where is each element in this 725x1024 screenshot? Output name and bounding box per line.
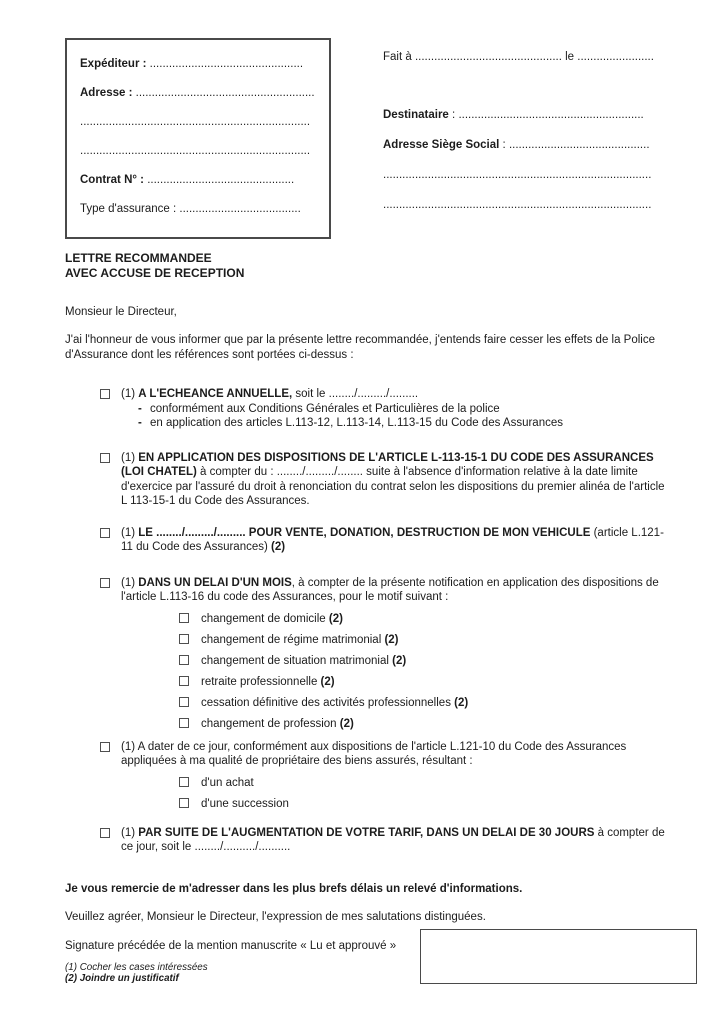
destinataire-line: Destinataire : ..........................................................	[383, 109, 644, 121]
date-field: à compter de ce jour, soit le ......../........../..........	[121, 826, 665, 853]
dash-marker: -	[138, 402, 142, 415]
type-assurance-label: Type d'assurance	[80, 203, 170, 215]
checkbox[interactable]	[179, 634, 189, 644]
checkbox[interactable]	[179, 718, 189, 728]
contrat-line: Contrat N° : ..............................................	[80, 174, 295, 186]
fait-a-line: Fait à .............................................. le ........................	[383, 51, 654, 63]
cancellation-options	[100, 387, 666, 855]
header	[65, 38, 665, 239]
dash-marker: -	[138, 417, 142, 429]
siege-social-field: ............................................	[508, 139, 650, 151]
salutation: Monsieur le Directeur,	[65, 306, 177, 318]
option-bullets	[138, 402, 666, 431]
option-vente-vehicule: (1) LE ......../........./......... POUR VENTE, DONATION, DESTRUCTION DE MON VEHICULE (article L.121-11 du Code des Assurances) (2)	[100, 526, 666, 555]
intro-paragraph: J'ai l'honneur de vous informer que par la présente lettre recommandée, j'entends faire cesser les effets de la Police d'Assurance dont les références sont portées ci-dessus :	[65, 334, 656, 361]
adresse-field: ........................................................	[135, 87, 315, 99]
motif-profession: changement de profession (2)	[179, 717, 666, 731]
destinataire-label: Destinataire	[383, 109, 449, 121]
letter-title	[65, 251, 665, 281]
option-propriete-biens: (1) A dater de ce jour, conformément aux dispositions de l'article L.121-10 du Code des Assurances appliquées à ma qualité de propriétaire des biens assurés, résultant : d'un achat d'une succession	[100, 740, 666, 811]
checkbox[interactable]	[179, 676, 189, 686]
bullet-item: - conformément aux Conditions Générales et Particulières de la police	[138, 402, 500, 415]
signature-row	[65, 939, 665, 953]
checkbox[interactable]	[100, 828, 110, 838]
motif-list	[179, 612, 666, 731]
bullet-item: - en application des articles L.113-12, L.113-14, L.113-15 du Code des Assurances	[138, 417, 563, 429]
option-loi-chatel: (1) EN APPLICATION DES DISPOSITIONS DE L'ARTICLE L-113-15-1 DU CODE DES ASSURANCES (LOI CHATEL) à compter du : ......../........./........ suite à l'absence d'information relative à la date limite d'exercice par l'assuré du droit à renonciation du contrat selon les dispositions du premier alinéa de l'article L 113-15-1 du Code des Assurances.	[100, 451, 666, 509]
expediteur-line: Expéditeur : ................................................	[80, 58, 304, 70]
signature-box[interactable]	[420, 929, 697, 984]
recipient-column	[383, 38, 665, 212]
recipient-line-4: ....................................................................................	[383, 199, 652, 211]
adresse-line-2: ........................................................................	[80, 116, 311, 128]
option-delai-un-mois: (1) DANS UN DELAI D'UN MOIS, à compter de la présente notification en application des dispositions de l'article L.113-16 du code des Assurances, pour le motif suivant : changement de domicile (2) changement de régime matrimonial (2) changement de situation matrimonial (2) retraite professionnelle (2) cessation définitive des activités professionnelles (2) changement de profession (2)	[100, 576, 666, 731]
siege-social-label: Adresse Siège Social	[383, 139, 500, 151]
adresse-line-3: ........................................................................	[80, 145, 311, 157]
expediteur-field: ................................................	[149, 58, 304, 70]
checkbox[interactable]	[179, 777, 189, 787]
motif-domicile: changement de domicile (2)	[179, 612, 666, 626]
date-field: LE ......../........./......... POUR VENTE, DONATION, DESTRUCTION DE MON VEHICULE	[138, 526, 591, 539]
sender-box	[65, 38, 331, 239]
checkbox[interactable]	[179, 655, 189, 665]
date-field: soit le ......../........./.........	[292, 388, 419, 400]
option-augmentation-tarif: (1) PAR SUITE DE L'AUGMENTATION DE VOTRE TARIF, DANS UN DELAI DE 30 JOURS à compter de ce jour, soit le ......../........../..........	[100, 826, 666, 855]
type-assurance-line: Type d'assurance : ......................................	[80, 203, 301, 215]
title-line-1: LETTRE RECOMMANDEE	[65, 251, 212, 265]
expediteur-label: Expéditeur	[80, 58, 140, 70]
destinataire-field: ..........................................................	[458, 109, 644, 121]
checkbox[interactable]	[100, 528, 110, 538]
date-field: à compter du : ......../........./........ suite à l'absence d'information relative à la date limite d'exercice par l'assuré du droit à renonciation du contrat selon les dispositions du premier alinéa de l'article L 113-15-1 du Code des Assurances.	[121, 466, 665, 507]
footnote-2: (2) Joindre un justificatif	[65, 973, 179, 984]
motif-retraite: retraite professionnelle (2)	[179, 675, 666, 689]
adresse-line: Adresse : ........................................................	[80, 87, 315, 99]
motif-cessation-activites: cessation définitive des activités professionnelles (2)	[179, 696, 666, 710]
footnote-1: (1) Cocher les cases intéressées	[65, 961, 208, 973]
motif-situation-matrimonial: changement de situation matrimonial (2)	[179, 654, 666, 668]
checkbox[interactable]	[100, 453, 110, 463]
checkbox[interactable]	[100, 578, 110, 588]
type-assurance-field: ......................................	[179, 203, 301, 215]
checkbox[interactable]	[179, 798, 189, 808]
option-echeance-annuelle: (1) A L'ECHEANCE ANNUELLE, soit le ......../........./......... - conformément aux Conditions Générales et Particulières de la police - en application des articles L.113-12, L.113-14, L.113-15 du Code des Assurances	[100, 387, 666, 431]
contrat-field: ..............................................	[147, 174, 295, 186]
thanks-line: Je vous remercie de m'adresser dans les plus brefs délais un relevé d'informations.	[65, 882, 523, 895]
closing-line: Veuillez agréer, Monsieur le Directeur, l'expression de mes salutations distinguées.	[65, 910, 486, 923]
checkbox[interactable]	[179, 613, 189, 623]
resultant-list	[179, 776, 666, 811]
recipient-line-3: ....................................................................................	[383, 169, 652, 181]
contrat-label: Contrat N°	[80, 174, 137, 186]
checkbox[interactable]	[179, 697, 189, 707]
adresse-label: Adresse	[80, 87, 126, 99]
motif-regime-matrimonial: changement de régime matrimonial (2)	[179, 633, 666, 647]
checkbox[interactable]	[100, 389, 110, 399]
signature-instruction: Signature précédée de la mention manuscrite « Lu et approuvé »	[65, 939, 397, 952]
resultant-succession: d'une succession	[179, 797, 666, 811]
siege-social-line: Adresse Siège Social : ............................................	[383, 139, 650, 151]
checkbox[interactable]	[100, 742, 110, 752]
title-line-2: AVEC ACCUSE DE RECEPTION	[65, 266, 245, 280]
resultant-achat: d'un achat	[179, 776, 666, 790]
